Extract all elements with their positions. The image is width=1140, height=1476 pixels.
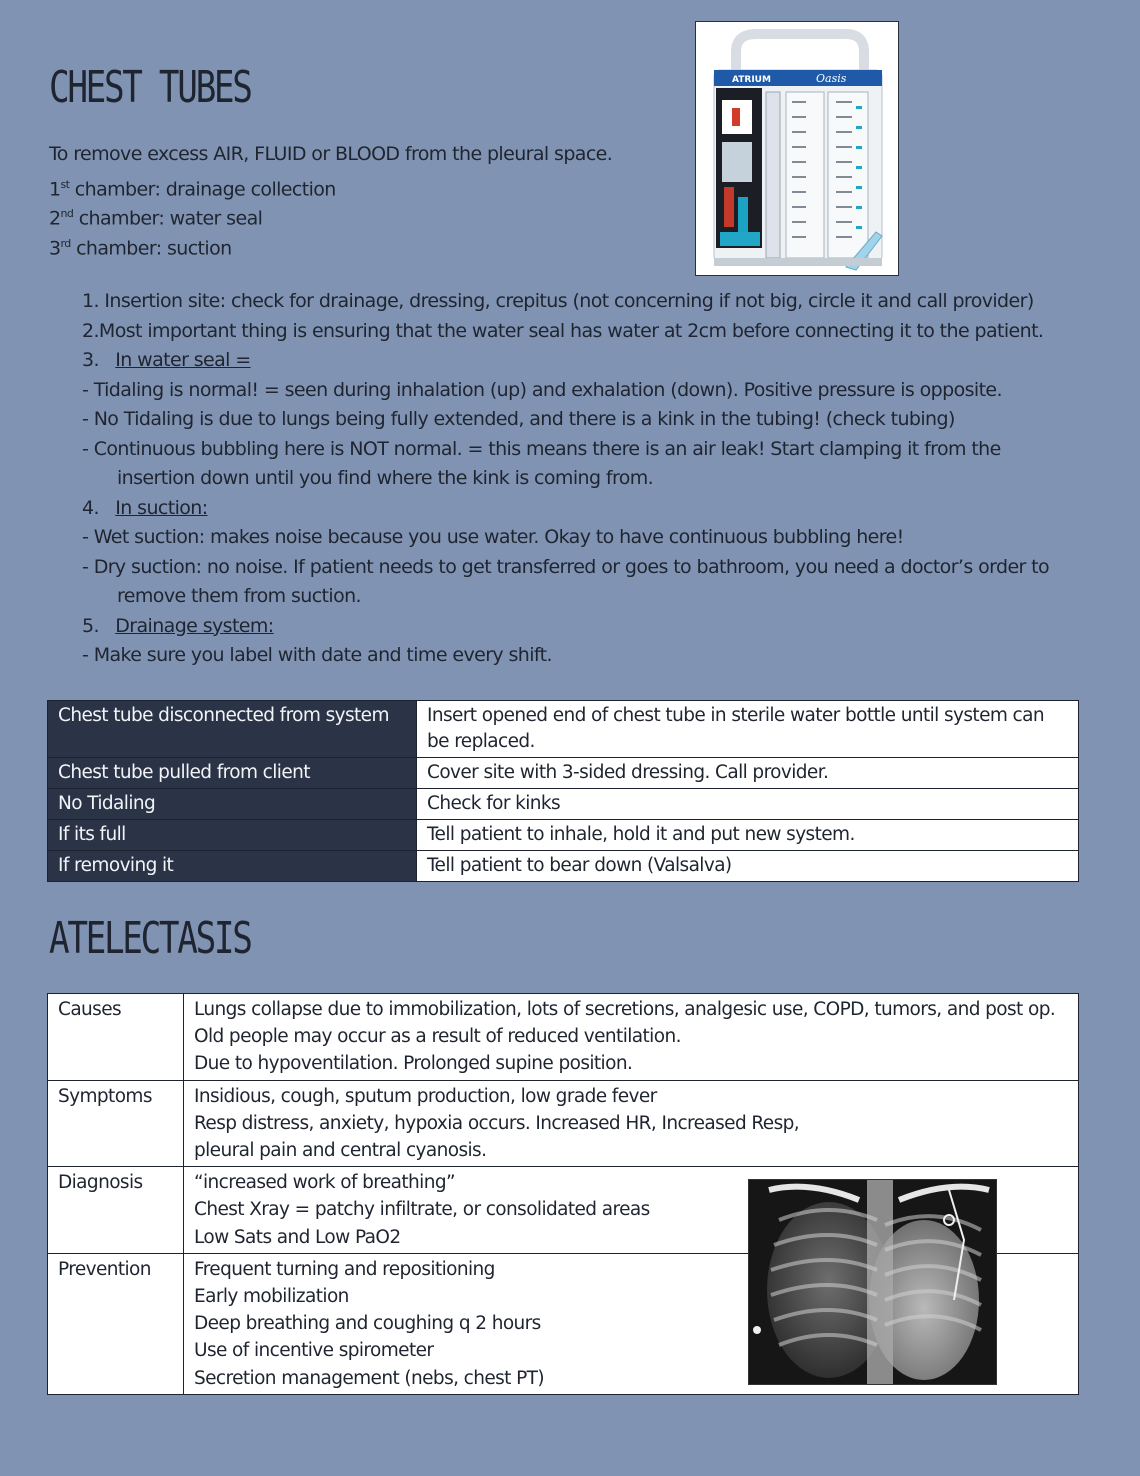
chest-tube-troubleshooting-table — [47, 700, 1079, 882]
row-label-diagnosis: Diagnosis — [48, 1167, 184, 1254]
row-label: Chest tube pulled from client — [48, 758, 417, 789]
table-row — [48, 994, 1079, 1081]
atelectasis-title: ATELECTASIS — [49, 913, 251, 964]
text-line: Use of incentive spirometer — [194, 1340, 434, 1362]
item-3-bullet-no-tidaling: - No Tidaling is due to lungs being fully extended, and there is a kink in the tubing! (check tubing) — [82, 408, 955, 430]
row-value: Tell patient to inhale, hold it and put new system. — [417, 820, 1079, 851]
text-line: pleural pain and central cyanosis. — [194, 1140, 487, 1162]
text-line: Insidious, cough, sputum production, low grade fever — [194, 1085, 657, 1107]
device-brand-label: ATRIUM — [732, 75, 771, 85]
row-value-causes — [184, 994, 1079, 1081]
chamber-3: 3rd chamber: suction — [49, 236, 232, 259]
text-line: Deep breathing and coughing q 2 hours — [194, 1313, 541, 1335]
text-line: Frequent turning and repositioning — [194, 1258, 495, 1280]
item-4-bullet-dry-suction: - Dry suction: no noise. If patient needs to get transferred or goes to bathroom, you need a doctor’s order to — [82, 555, 1050, 578]
text-line: Old people may occur as a result of reduced ventilation. — [194, 1026, 681, 1048]
text-line: Resp distress, anxiety, hypoxia occurs. Increased HR, Increased Resp, — [194, 1112, 800, 1134]
text-line: Low Sats and Low PaO2 — [194, 1226, 401, 1248]
chamber-1: 1st chamber: drainage collection — [49, 177, 336, 200]
row-value: Insert opened end of chest tube in sterile water bottle until system can be replaced. — [417, 701, 1079, 758]
device-model-label: Oasis — [816, 72, 847, 85]
row-value-symptoms — [184, 1080, 1079, 1167]
chest-drainage-device-image — [695, 21, 899, 276]
row-label: If removing it — [48, 851, 417, 882]
text-line: Secretion management (nebs, chest PT) — [194, 1367, 544, 1389]
text-line: Due to hypoventilation. Prolonged supine position. — [194, 1053, 633, 1075]
item-4-bullet-dry-suction-cont: remove them from suction. — [117, 585, 361, 607]
item-4-bullet-wet-suction: - Wet suction: makes noise because you use water. Okay to have continuous bubbling here! — [82, 526, 904, 548]
table-row — [48, 851, 1079, 882]
row-label-causes: Causes — [48, 994, 184, 1081]
table-row — [48, 758, 1079, 789]
row-label-symptoms: Symptoms — [48, 1080, 184, 1167]
chest-tubes-title: CHEST TUBES — [49, 62, 251, 113]
row-value: Check for kinks — [417, 789, 1079, 820]
item-3-bullet-bubbling-cont: insertion down until you find where the kink is coming from. — [117, 467, 654, 489]
chamber-2: 2nd chamber: water seal — [49, 207, 263, 230]
text-line: Chest Xray = patchy infiltrate, or consolidated areas — [194, 1199, 650, 1221]
text-line: “increased work of breathing” — [194, 1172, 455, 1194]
chest-xray-image — [748, 1179, 997, 1385]
item-3-bullet-bubbling: - Continuous bubbling here is NOT normal. = this means there is an air leak! Start clamping it from the — [82, 437, 1001, 460]
item-4-heading: 4. In suction: — [82, 496, 208, 519]
row-label-prevention: Prevention — [48, 1253, 184, 1394]
row-value: Tell patient to bear down (Valsalva) — [417, 851, 1079, 882]
item-3-bullet-tidaling: - Tidaling is normal! = seen during inhalation (up) and exhalation (down). Positive pressure is opposite. — [82, 378, 1002, 401]
item-1-insertion-site: 1. Insertion site: check for drainage, dressing, crepitus (not concerning if not big, circle it and call provider) — [82, 290, 1034, 312]
item-2-water-seal-level: 2.Most important thing is ensuring that the water seal has water at 2cm before connecting it to the patient. — [82, 319, 1044, 342]
table-row — [48, 701, 1079, 758]
item-5-bullet-label: - Make sure you label with date and time every shift. — [82, 644, 552, 666]
text-line: Early mobilization — [194, 1286, 349, 1308]
item-3-heading: 3. In water seal = — [82, 349, 251, 371]
table-row — [48, 820, 1079, 851]
row-value: Cover site with 3-sided dressing. Call provider. — [417, 758, 1079, 789]
row-label: No Tidaling — [48, 789, 417, 820]
item-5-heading: 5. Drainage system: — [82, 614, 274, 637]
table-row — [48, 789, 1079, 820]
text-line: Lungs collapse due to immobilization, lots of secretions, analgesic use, COPD, tumors, and post op. — [194, 999, 1056, 1020]
table-row — [48, 1080, 1079, 1167]
row-label: Chest tube disconnected from system — [48, 701, 417, 758]
row-label: If its full — [48, 820, 417, 851]
chest-tubes-intro: To remove excess AIR, FLUID or BLOOD from the pleural space. — [49, 143, 613, 165]
